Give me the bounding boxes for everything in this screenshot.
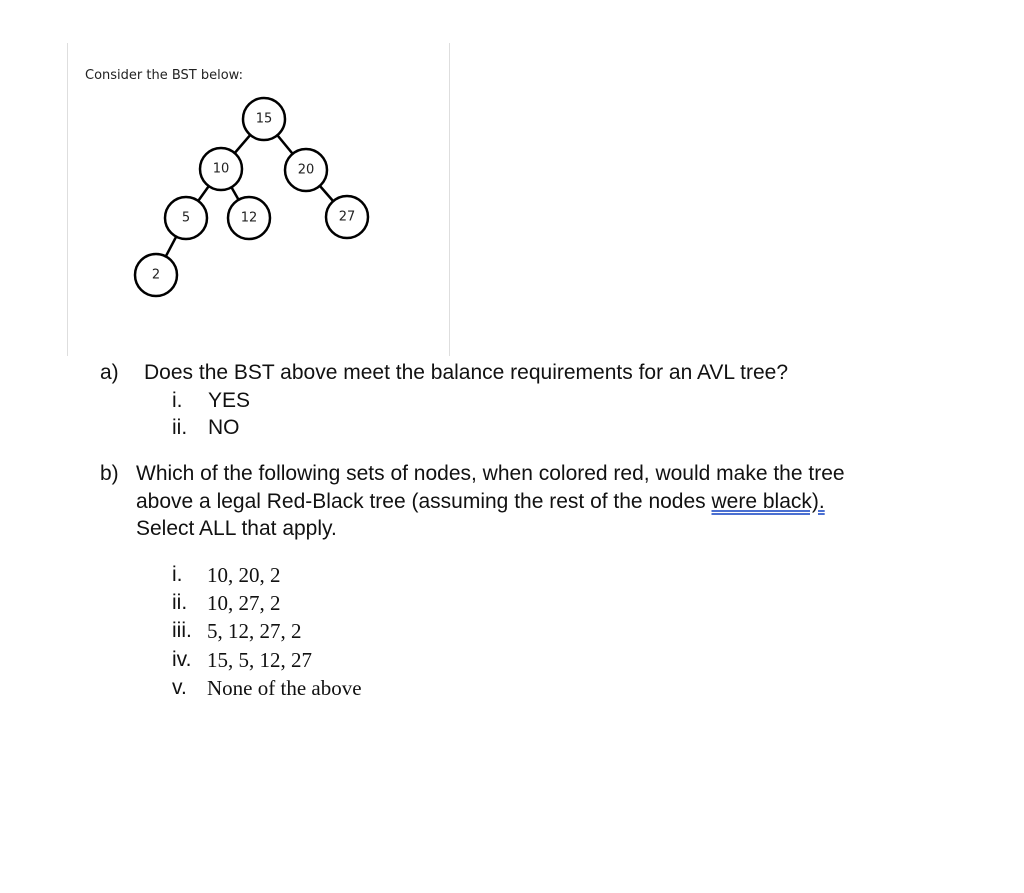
option-number: v.: [172, 676, 187, 699]
option-text: YES: [208, 389, 251, 412]
option-number: i.: [172, 389, 183, 412]
node-12: [228, 197, 270, 239]
question-b-line-1: Which of the following sets of nodes, when colored red, would make the tree: [136, 462, 845, 485]
option-number: i.: [172, 563, 183, 586]
node-label: 10: [212, 161, 230, 177]
option-number: ii.: [172, 416, 188, 439]
node-label: 20: [297, 162, 315, 178]
node-5: [165, 197, 207, 239]
option-text: 5, 12, 27, 2: [207, 619, 302, 643]
node-15: [243, 98, 285, 140]
question-b-label: b): [100, 462, 119, 485]
node-label: 2: [151, 267, 161, 283]
option-text: 15, 5, 12, 27: [207, 648, 312, 672]
node-2: [135, 254, 177, 296]
figure-intro-text: Consider the BST below:: [85, 68, 243, 83]
option-number: iii.: [172, 619, 192, 642]
option-text: 10, 27, 2: [207, 591, 281, 615]
option-number: ii.: [172, 591, 188, 614]
option-number: iv.: [172, 648, 192, 671]
question-b-line-3: Select ALL that apply.: [136, 517, 337, 540]
node-27: [326, 196, 368, 238]
question-b-text: [136, 460, 956, 543]
option-text: 10, 20, 2: [207, 563, 281, 587]
node-label: 5: [181, 210, 191, 226]
node-label: 15: [255, 111, 273, 127]
node-label: 27: [338, 209, 356, 225]
node-10: [200, 148, 242, 190]
question-a-label: a): [100, 361, 119, 384]
bst-diagram: [0, 0, 460, 320]
option-text: NO: [208, 416, 240, 439]
spellcheck-underlined-text: were black).: [711, 489, 825, 513]
node-20: [285, 149, 327, 191]
option-text: None of the above: [207, 676, 362, 700]
question-a-text: Does the BST above meet the balance requirements for an AVL tree?: [144, 361, 788, 384]
question-b-line-2-text: above a legal Red-Black tree (assuming the rest of the nodes: [136, 489, 712, 513]
node-label: 12: [240, 210, 258, 226]
question-b-line-2: [136, 488, 956, 516]
